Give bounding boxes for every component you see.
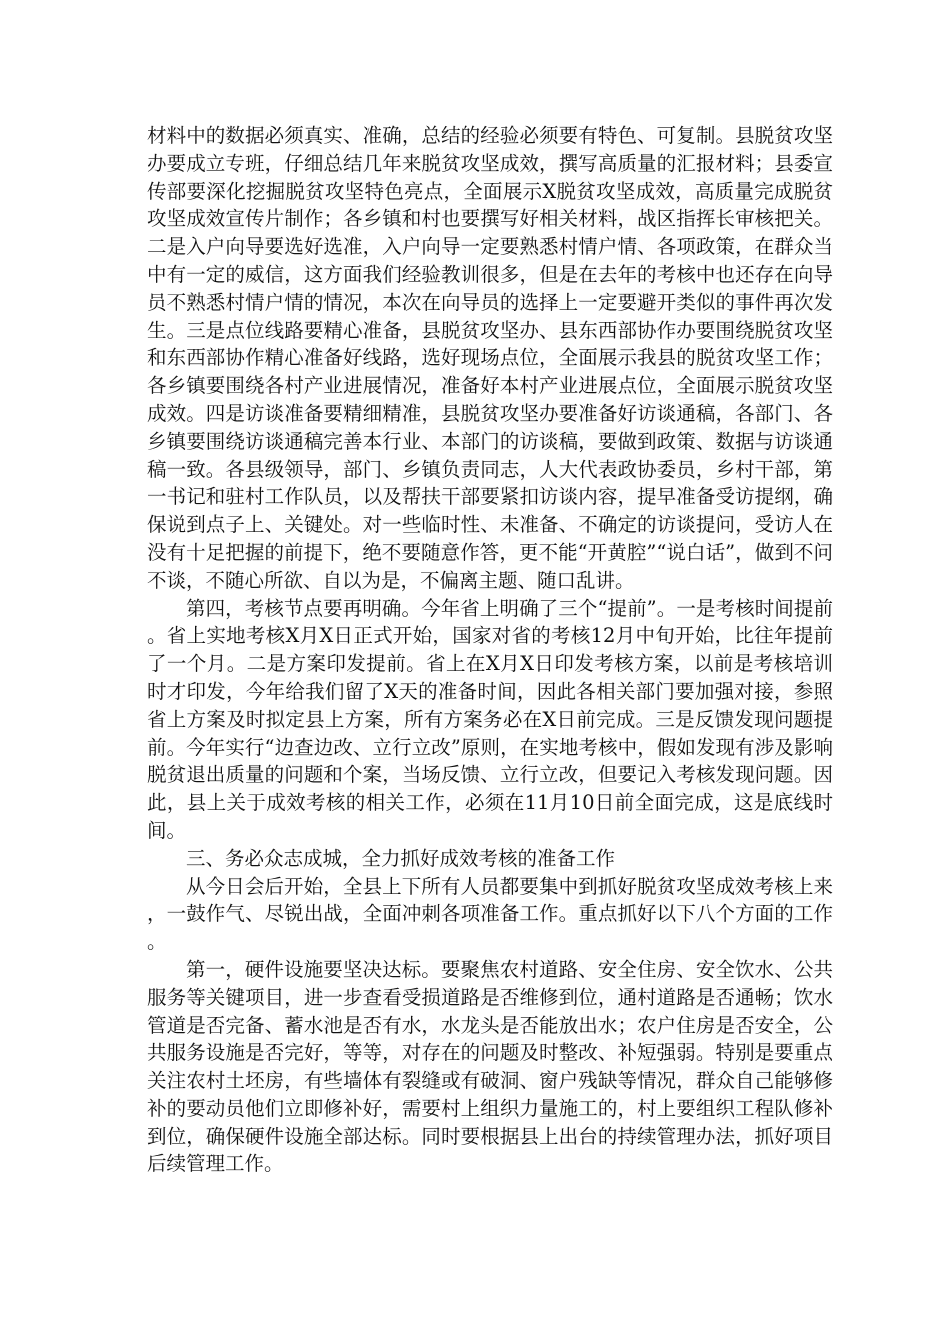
paragraph-3: 从今日会后开始，全县上下所有人员都要集中到抓好脱贫攻坚成效考核上来，一鼓作气、尽锐出战，全面冲刺各项准备工作。重点抓好以下八个方面的工作。	[147, 874, 833, 954]
section-heading: 三、务必众志成城，全力抓好成效考核的准备工作	[186, 846, 616, 870]
body-text	[147, 122, 833, 1178]
paragraph-1: 材料中的数据必须真实、准确，总结的经验必须要有特色、可复制。县脱贫攻坚办要成立专班，仔细总结几年来脱贫攻坚成效，撰写高质量的汇报材料；县委宣传部要深化挖掘脱贫攻坚特色亮点，全面展示X脱贫攻坚成效，高质量完成脱贫攻坚成效宣传片制作；各乡镇和村也要撰写好相关材料，战区指挥长审核把关。二是入户向导要选好选准，入户向导一定要熟悉村情户情、各项政策，在群众当中有一定的威信，这方面我们经验教训很多，但是在去年的考核中也还存在向导员不熟悉村情户情的情况，本次在向导员的选择上一定要避开类似的事件再次发生。三是点位线路要精心准备，县脱贫攻坚办、县东西部协作办要围绕脱贫攻坚和东西部协作精心准备好线路，选好现场点位，全面展示我县的脱贫攻坚工作；各乡镇要围绕各村产业进展情况，准备好本村产业进展点位，全面展示脱贫攻坚成效。四是访谈准备要精细精准，县脱贫攻坚办要准备好访谈通稿，各部门、各乡镇要围绕访谈通稿完善本行业、本部门的访谈稿，要做到政策、数据与访谈通稿一致。各县级领导，部门、乡镇负责同志，人大代表政协委员，乡村干部，第一书记和驻村工作队员，以及帮扶干部要紧扣访谈内容，提早准备受访提纲，确保说到点子上、关键处。对一些临时性、未准备、不确定的访谈提问，受访人在没有十足把握的前提下，绝不要随意作答，更不能“开黄腔”“说白话”，做到不问不谈，不随心所欲、自以为是，不偏离主题、随口乱讲。	[147, 124, 833, 592]
paragraph-2: 第四，考核节点要再明确。今年省上明确了三个“提前”。一是考核时间提前。省上实地考核X月X日正式开始，国家对省的考核12月中旬开始，比往年提前了一个月。二是方案印发提前。省上在X月X日印发考核方案，以前是考核培训时才印发，今年给我们留了X天的准备时间，因此各相关部门要加强对接，参照省上方案及时拟定县上方案，所有方案务必在X日前完成。三是反馈发现问题提前。今年实行“边查边改、立行立改”原则，在实地考核中，假如发现有涉及影响脱贫退出质量的问题和个案，当场反馈、立行立改，但要记入考核发现问题。因此，县上关于成效考核的相关工作，必须在11月10日前全面完成，这是底线时间。	[147, 596, 833, 842]
paragraph-4: 第一，硬件设施要坚决达标。要聚焦农村道路、安全住房、安全饮水、公共服务等关键项目，进一步查看受损道路是否维修到位，通村道路是否通畅；饮水管道是否完备、蓄水池是否有水，水龙头是否能放出水；农户住房是否安全，公共服务设施是否完好，等等，对存在的问题及时整改、补短强弱。特别是要重点关注农村土坯房，有些墙体有裂缝或有破洞、窗户残缺等情况，群众自己能够修补的要动员他们立即修补好，需要村上组织力量施工的，村上要组织工程队修补到位，确保硬件设施全部达标。同时要根据县上出台的持续管理办法，抓好项目后续管理工作。	[147, 957, 833, 1176]
